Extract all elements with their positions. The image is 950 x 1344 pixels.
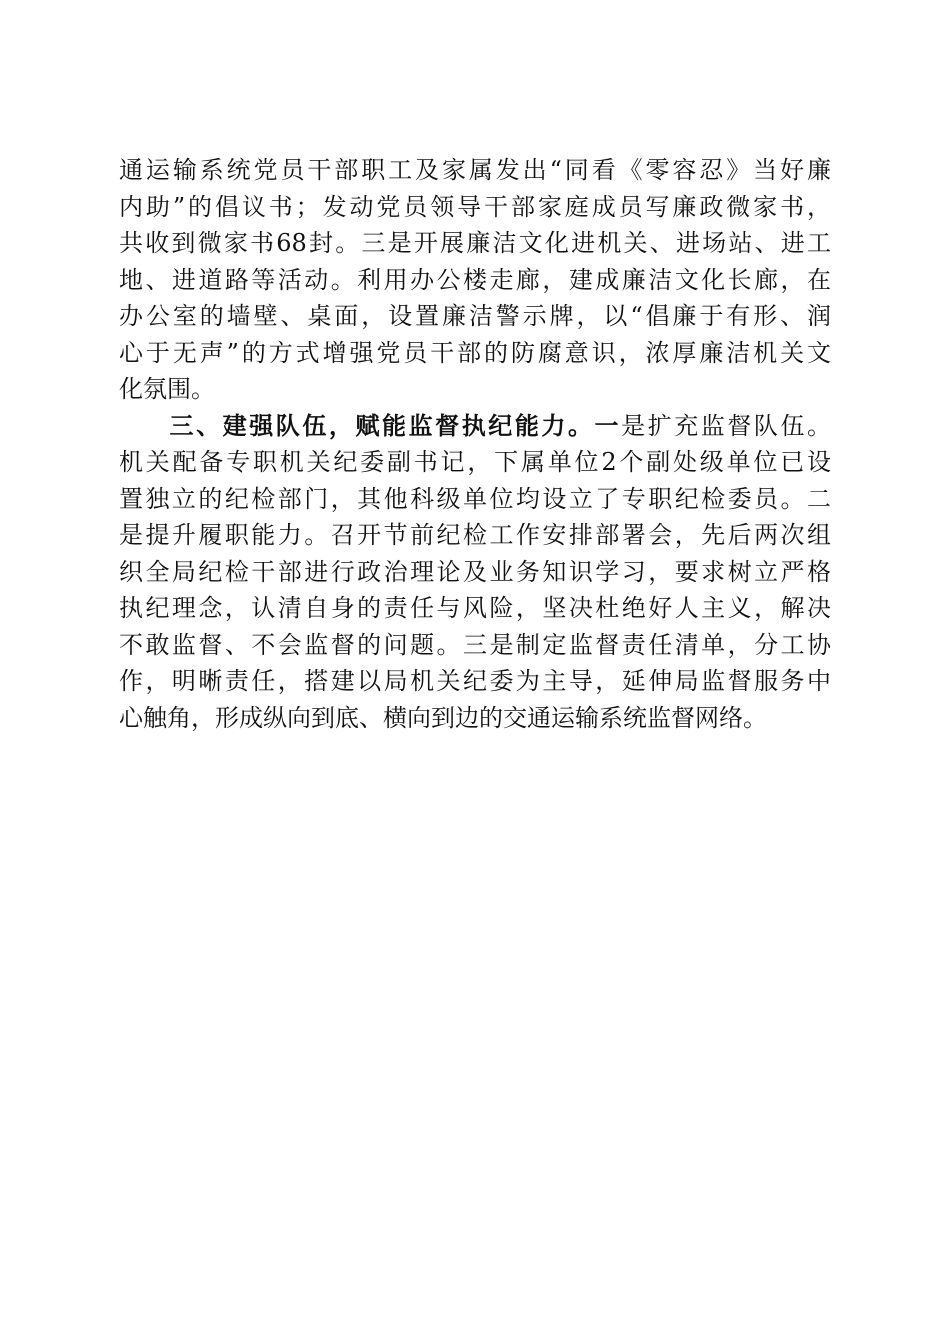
text-line: 置独立的纪检部门，其他科级单位均设立了专职纪检委员。二	[119, 484, 831, 513]
text-line: 化氛围。	[119, 375, 215, 403]
text-line: 共收到微家书68封。三是开展廉洁文化进机关、进场站、进工	[119, 229, 831, 257]
text-line: 不敢监督、不会监督的问题。三是制定监督责任清单，分工协	[119, 630, 831, 659]
text-line: 作，明晰责任，搭建以局机关纪委为主导，延伸局监督服务中	[119, 667, 831, 695]
paragraph-supervision-team	[119, 408, 831, 737]
text-line: 机关配备专职机关纪委副书记，下属单位2个副处级单位已设	[119, 448, 831, 476]
paragraph-integrity-culture	[119, 152, 831, 408]
section-heading: 三、建强队伍，赋能监督执纪能力。一	[167, 411, 622, 440]
paragraph-first-line	[119, 408, 831, 445]
text-line: 通运输系统党员干部职工及家属发出“同看《零容忍》当好廉	[119, 156, 831, 184]
text-line: 办公室的墙壁、桌面，设置廉洁警示牌，以“倡廉于有形、润	[119, 302, 831, 330]
text-line: 织全局纪检干部进行政治理论及业务知识学习，要求树立严格	[119, 557, 831, 586]
text-line: 心于无声”的方式增强党员干部的防腐意识，浓厚廉洁机关文	[119, 338, 831, 367]
text-line: 地、进道路等活动。利用办公楼走廊，建成廉洁文化长廊，在	[119, 265, 831, 294]
document-body	[119, 152, 831, 736]
text-run: 是扩充监督队伍。	[621, 411, 832, 440]
text-line: 心触角，形成纵向到底、横向到边的交通运输系统监督网络。	[119, 703, 767, 732]
text-line: 执纪理念，认清自身的责任与风险，坚决杜绝好人主义，解决	[119, 594, 831, 622]
text-line: 内助”的倡议书；发动党员领导干部家庭成员写廉政微家书，	[119, 192, 831, 221]
text-line: 是提升履职能力。召开节前纪检工作安排部署会，先后两次组	[119, 521, 831, 549]
